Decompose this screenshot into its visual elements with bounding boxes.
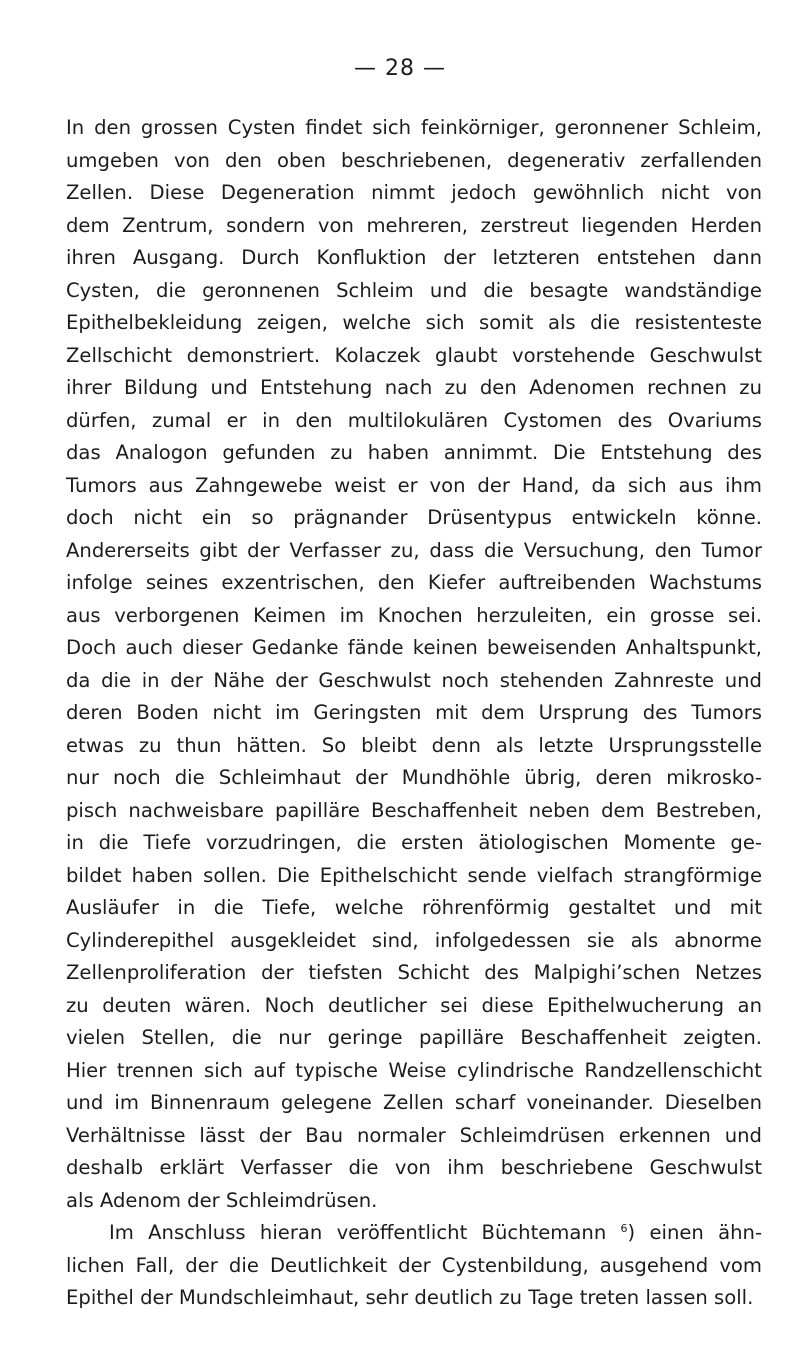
text-line: aus verborgenen Keimen im Knochen herzuleiten, ein grosse sei.: [66, 603, 762, 627]
text-line: pisch nachweisbare papilläre Beschaffenheit neben dem Bestreben,: [66, 798, 762, 822]
text-line: Tumors aus Zahngewebe weist er von der Hand, da sich aus ihm: [66, 473, 762, 497]
text-line: bildet haben sollen. Die Epithelschicht sende vielfach strangförmige: [66, 863, 762, 887]
text-line: umgeben von den oben beschriebenen, degenerativ zerfallenden: [66, 148, 762, 172]
text-line: vielen Stellen, die nur geringe papilläre Beschaffenheit zeigten.: [66, 1026, 762, 1049]
text-line: Cylinderepithel ausgekleidet sind, infolgedessen sie als abnorme: [66, 928, 762, 952]
text-line: etwas zu thun hätten. So bleibt denn als letzte Ursprungsstelle: [66, 733, 762, 757]
text-line: nur noch die Schleimhaut der Mundhöhle übrig, deren mikrosko-: [66, 766, 762, 789]
footnote-reference: 6: [620, 1222, 628, 1235]
text-line: da die in der Nähe der Geschwulst noch stehenden Zahnreste und: [66, 668, 762, 692]
text-line: Hier trennen sich auf typische Weise cylindrische Randzellenschicht: [66, 1058, 762, 1082]
text-line: Epithel der Mundschleimhaut, sehr deutlich zu Tage treten lassen soll.: [66, 1286, 754, 1309]
text-line: Andererseits gibt der Verfasser zu, dass die Versuchung, den Tumor: [66, 538, 762, 562]
text-line: Cysten, die geronnenen Schleim und die besagte wandständige: [66, 278, 762, 302]
text-line: Doch auch dieser Gedanke fände keinen beweisenden Anhaltspunkt,: [66, 636, 762, 659]
text-line: infolge seines exzentrischen, den Kiefer auftreibenden Wachstums: [66, 571, 762, 594]
text-segment: Im Anschluss hieran veröffentlicht Büchtemann: [109, 1221, 607, 1244]
text-line: dem Zentrum, sondern von mehreren, zerstreut liegenden Herden: [66, 213, 762, 237]
text-line: dürfen, zumal er in den multilokulären Cystomen des Ovariums: [66, 408, 762, 432]
page-number: — 28 —: [354, 56, 446, 81]
text-line: lichen Fall, der die Deutlichkeit der Cystenbildung, ausgehend vom: [66, 1253, 762, 1277]
text-line: doch nicht ein so prägnander Drüsentypus entwickeln könne.: [66, 506, 762, 529]
text-line: zu deuten wären. Noch deutlicher sei diese Epithelwucherung an: [66, 993, 762, 1017]
text-line: Zellen. Diese Degeneration nimmt jedoch gewöhnlich nicht von: [66, 181, 762, 204]
text-line: Epithelbekleidung zeigen, welche sich somit als die resistenteste: [66, 311, 762, 334]
text-line: Zellenproliferation der tiefsten Schicht des Malpighi’schen Netzes: [66, 961, 762, 984]
paragraph-2: [66, 1217, 762, 1315]
text-line: Verhältnisse lässt der Bau normaler Schleimdrüsen erkennen und: [66, 1123, 762, 1147]
text-line: deshalb erklärt Verfasser die von ihm beschriebene Geschwulst: [66, 1156, 762, 1179]
body-text: [66, 112, 762, 1315]
text-segment: ) einen ähn-: [627, 1221, 762, 1244]
text-line: ihrer Bildung und Entstehung nach zu den Adenomen rechnen zu: [66, 376, 762, 399]
text-line: [66, 1217, 762, 1250]
text-line: das Analogon gefunden zu haben annimmt. Die Entstehung des: [66, 441, 762, 464]
text-line: Zellschicht demonstriert. Kolaczek glaubt vorstehende Geschwulst: [66, 343, 762, 367]
text-line: als Adenom der Schleimdrüsen.: [66, 1188, 378, 1212]
text-line: In den grossen Cysten findet sich feinkörniger, geronnener Schleim,: [66, 116, 762, 139]
text-line: Ausläufer in die Tiefe, welche röhrenförmig gestaltet und mit: [66, 896, 762, 919]
paragraph-1: [66, 112, 762, 1217]
text-line: und im Binnenraum gelegene Zellen scharf voneinander. Dieselben: [66, 1091, 762, 1114]
text-line: deren Boden nicht im Geringsten mit dem Ursprung des Tumors: [66, 701, 762, 724]
text-line: ihren Ausgang. Durch Konfluktion der letzteren entstehen dann: [66, 246, 762, 269]
text-line: in die Tiefe vorzudringen, die ersten ätiologischen Momente ge-: [66, 831, 762, 854]
